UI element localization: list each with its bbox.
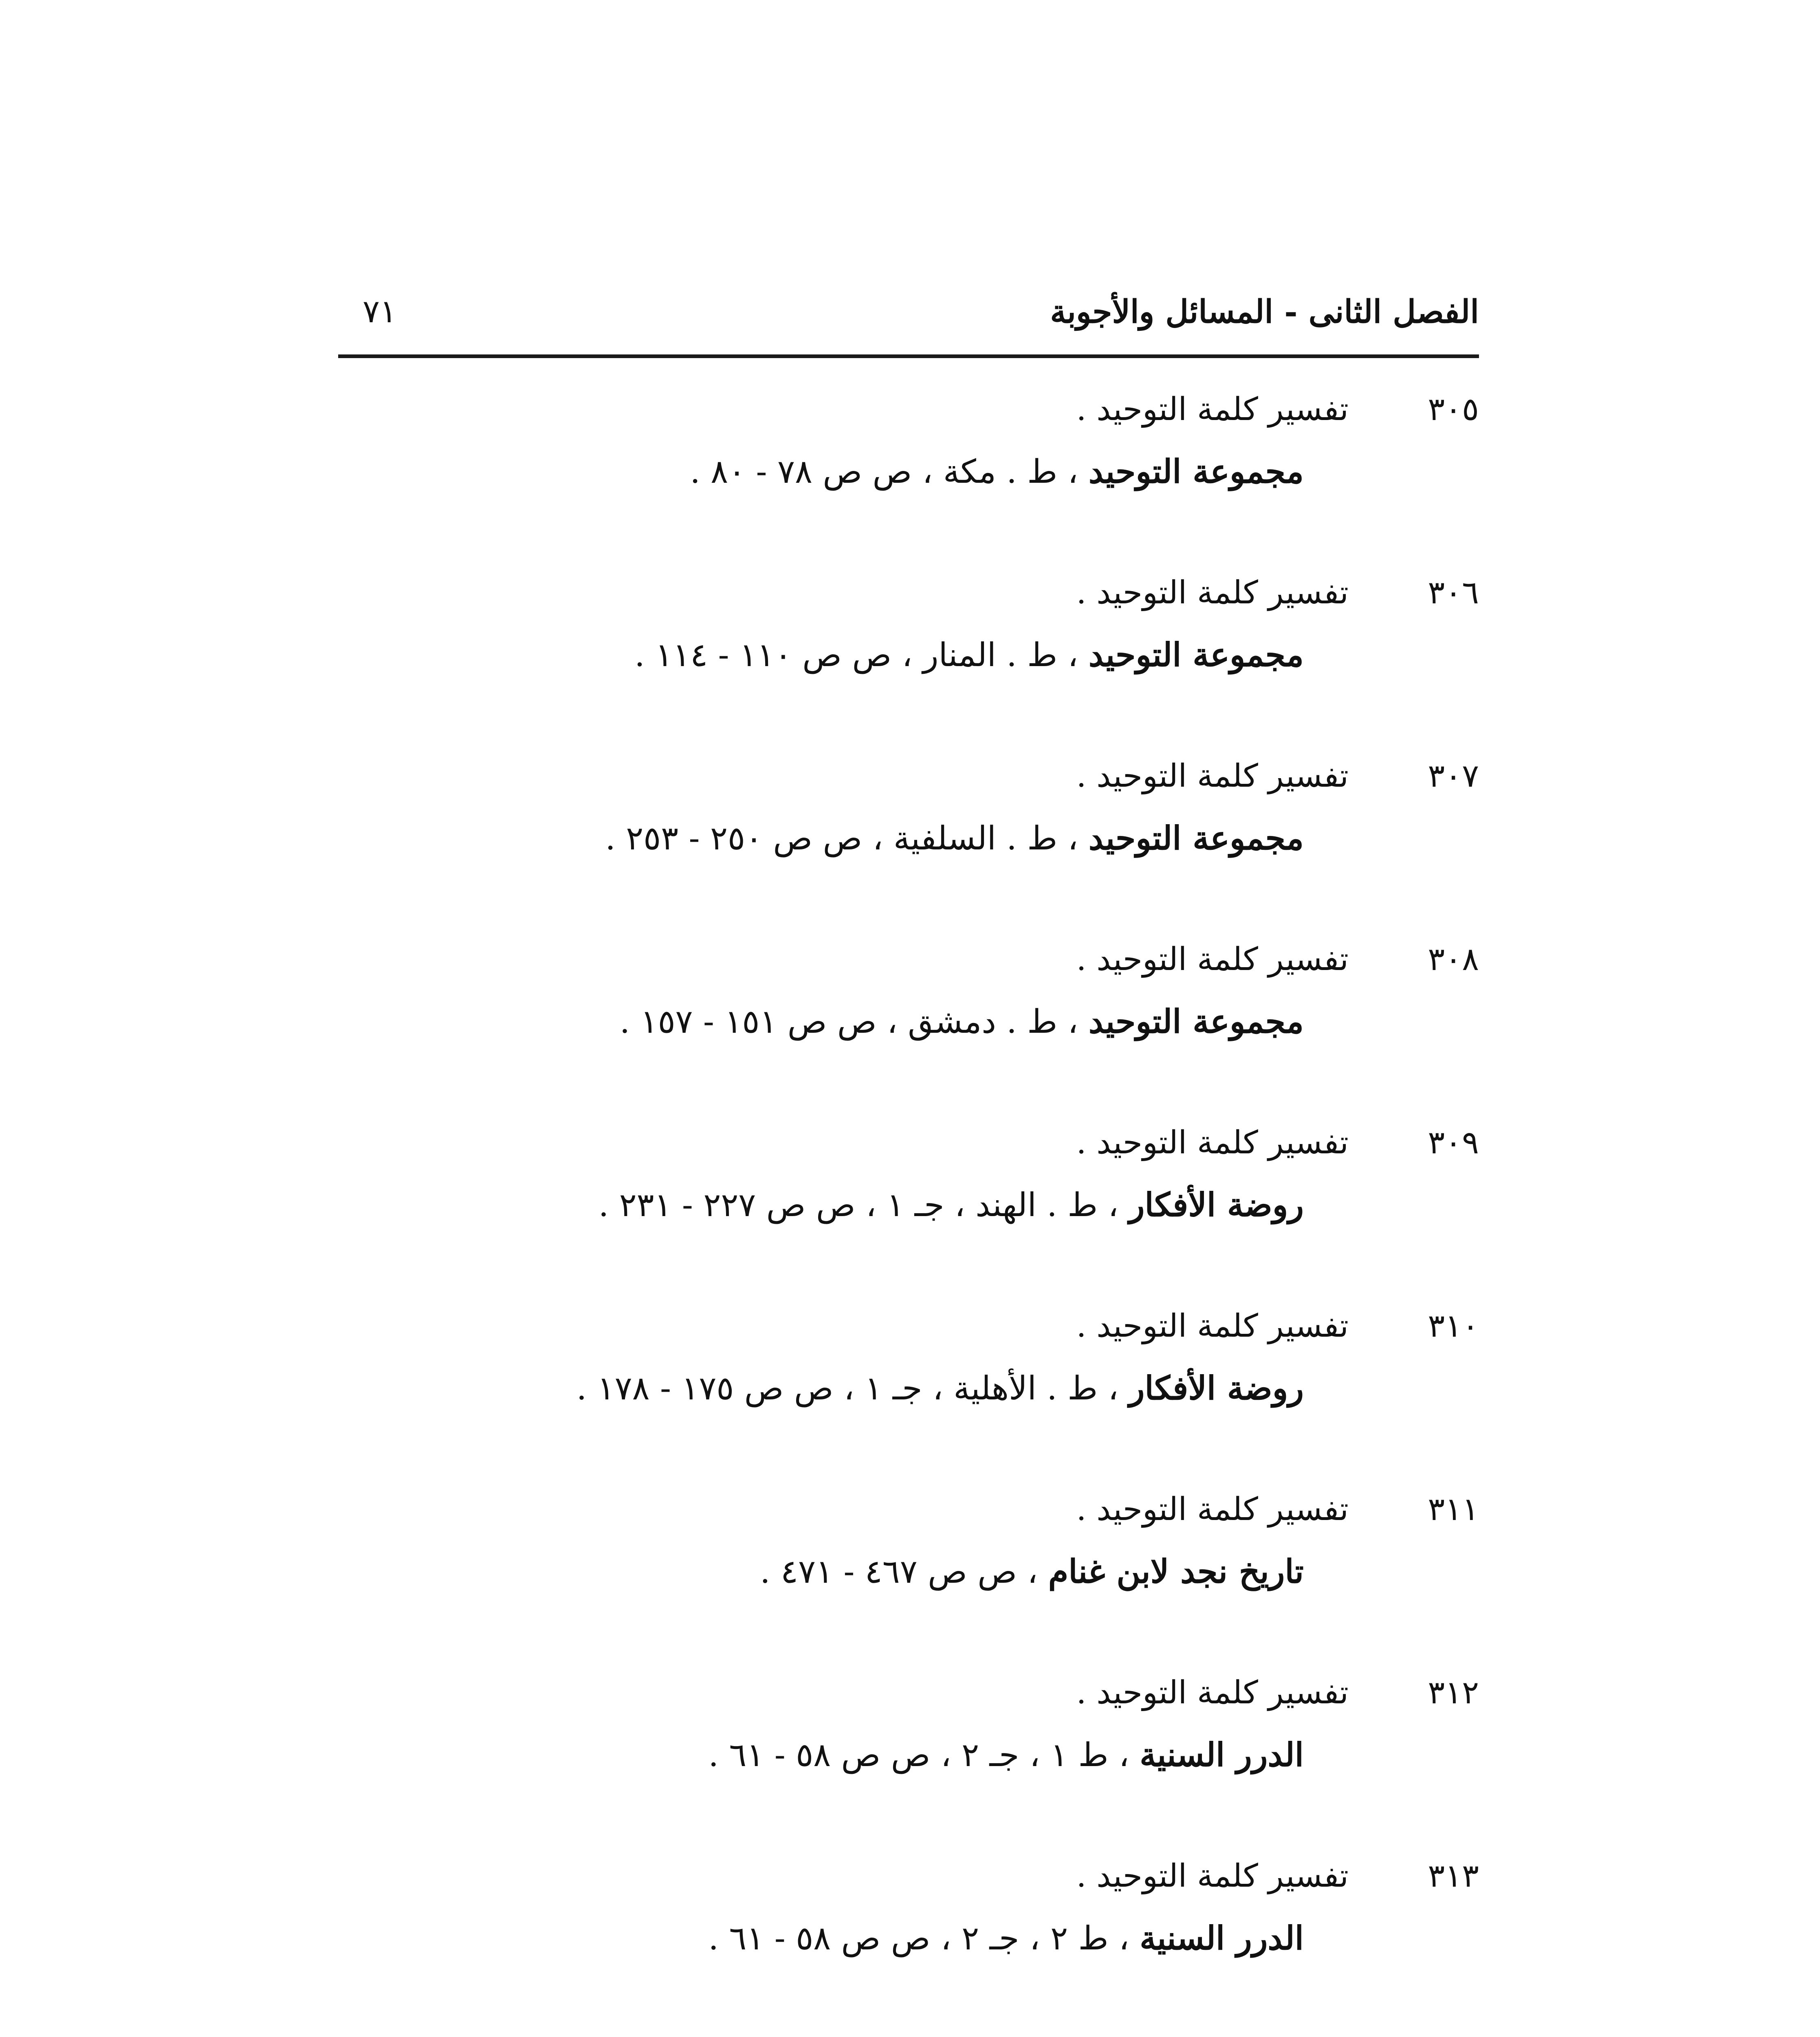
reference-details: ، ط ٢ ، جـ ٢ ، ص ص ٥٨ - ٦١ . bbox=[708, 1919, 1140, 1957]
reference-book-title: مجموعة التوحيد bbox=[1088, 819, 1304, 857]
reference-book-title: روضة الأفكار bbox=[1129, 1186, 1304, 1224]
reference-book-title: تاريخ نجد لابن غنام bbox=[1048, 1552, 1304, 1590]
list-item bbox=[338, 746, 1479, 929]
list-item bbox=[338, 1296, 1479, 1479]
reference-book-title: الدرر السنية bbox=[1140, 1736, 1304, 1774]
chapter-title: الفصل الثانى - المسائل والأجوبة bbox=[1050, 293, 1479, 330]
list-item bbox=[338, 1479, 1479, 1662]
entry-reference bbox=[620, 1002, 1304, 1040]
entry-reference bbox=[634, 636, 1304, 674]
entry-title: تفسير كلمة التوحيد . bbox=[1076, 1124, 1349, 1161]
entry-reference bbox=[605, 819, 1304, 857]
entry-number: ٣٠٧ bbox=[1428, 758, 1479, 794]
entry-number: ٣٠٥ bbox=[1428, 391, 1479, 428]
entry-title: تفسير كلمة التوحيد . bbox=[1076, 574, 1349, 611]
entry-number: ٣١٠ bbox=[1428, 1308, 1479, 1344]
entry-reference bbox=[760, 1552, 1304, 1590]
reference-details: ، ط . الهند ، جـ ١ ، ص ص ٢٢٧ - ٢٣١ . bbox=[598, 1186, 1129, 1224]
list-item bbox=[338, 562, 1479, 746]
entry-number: ٣١٢ bbox=[1428, 1674, 1479, 1711]
reference-details: ، ط . مكة ، ص ص ٧٨ - ٨٠ . bbox=[690, 453, 1089, 491]
reference-details: ، ط . دمشق ، ص ص ١٥١ - ١٥٧ . bbox=[619, 1003, 1089, 1040]
entry-reference bbox=[709, 1919, 1304, 1957]
entry-list bbox=[338, 379, 1479, 2037]
entry-reference bbox=[577, 1369, 1304, 1407]
reference-details: ، ط ١ ، جـ ٢ ، ص ص ٥٨ - ٦١ . bbox=[708, 1736, 1140, 1774]
entry-title: تفسير كلمة التوحيد . bbox=[1076, 1308, 1349, 1344]
entry-title: تفسير كلمة التوحيد . bbox=[1076, 758, 1349, 794]
list-item bbox=[338, 2029, 1479, 2037]
header-rule bbox=[338, 354, 1479, 358]
reference-book-title: مجموعة التوحيد bbox=[1088, 636, 1304, 674]
running-header bbox=[338, 285, 1479, 354]
entry-number: ٣٠٦ bbox=[1428, 574, 1479, 611]
reference-details: ، ص ص ٤٦٧ - ٤٧١ . bbox=[760, 1553, 1048, 1590]
list-item bbox=[338, 379, 1479, 562]
entry-number: ٣١١ bbox=[1428, 1491, 1479, 1528]
reference-book-title: الدرر السنية bbox=[1140, 1919, 1304, 1957]
entry-reference bbox=[709, 1736, 1304, 1774]
entry-title: تفسير كلمة التوحيد . bbox=[1076, 1858, 1349, 1894]
reference-details: ، ط . الأهلية ، جـ ١ ، ص ص ١٧٥ - ١٧٨ . bbox=[576, 1369, 1129, 1407]
reference-details: ، ط . السلفية ، ص ص ٢٥٠ - ٢٥٣ . bbox=[605, 819, 1089, 857]
reference-details: ، ط . المنار ، ص ص ١١٠ - ١١٤ . bbox=[634, 636, 1089, 674]
entry-number: ٣٠٩ bbox=[1428, 1124, 1479, 1161]
entry-title: تفسير كلمة التوحيد . bbox=[1076, 391, 1349, 428]
entry-number: ٣١٣ bbox=[1428, 1858, 1479, 1894]
list-item bbox=[338, 1112, 1479, 1296]
entry-reference bbox=[599, 1186, 1304, 1224]
page-number: ٧١ bbox=[363, 293, 397, 330]
entry-title: تفسير كلمة التوحيد . bbox=[1076, 1491, 1349, 1528]
entry-number: ٣٠٨ bbox=[1428, 941, 1479, 978]
entry-title: تفسير كلمة التوحيد . bbox=[1076, 941, 1349, 978]
list-item bbox=[338, 1846, 1479, 2029]
list-item bbox=[338, 1662, 1479, 1846]
list-item bbox=[338, 929, 1479, 1112]
reference-book-title: مجموعة التوحيد bbox=[1088, 452, 1304, 491]
entry-reference bbox=[690, 452, 1304, 491]
reference-book-title: مجموعة التوحيد bbox=[1088, 1002, 1304, 1040]
entry-title: تفسير كلمة التوحيد . bbox=[1076, 1674, 1349, 1711]
reference-book-title: روضة الأفكار bbox=[1129, 1369, 1304, 1407]
